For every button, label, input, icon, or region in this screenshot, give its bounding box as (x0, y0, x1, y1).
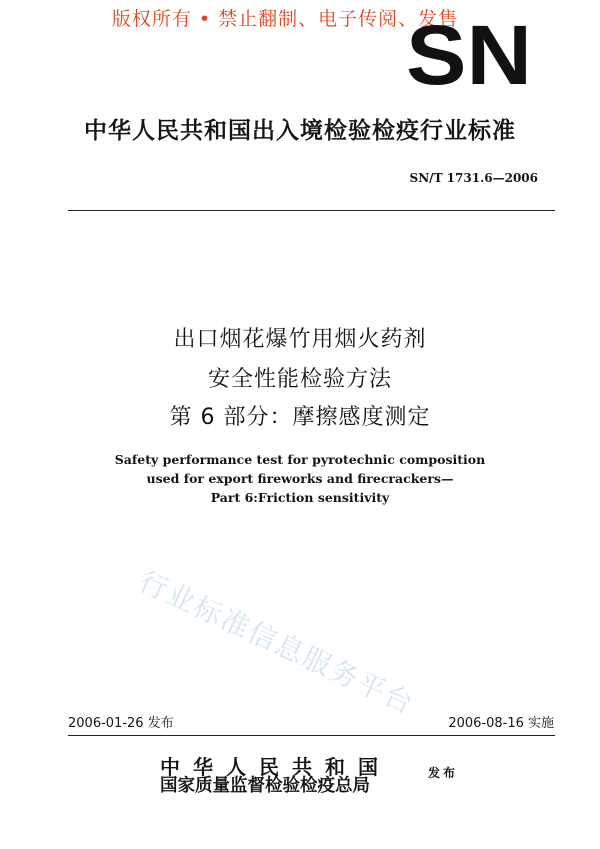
implementation-date: 2006-08-16 实施 (448, 716, 554, 731)
en-title-line-1: Safety performance test for pyrotechnic composition (114, 452, 486, 467)
org-title: 中华人民共和国出入境检验检疫行业标准 (84, 118, 516, 144)
sn-logo (404, 20, 534, 92)
cn-title-line-1: 出口烟花爆竹用烟火药剂 (173, 327, 427, 352)
top-divider (68, 210, 555, 211)
en-title-line-2: used for export fireworks and firecrackers— (146, 471, 454, 486)
issuer-line-2: 国家质量监督检验检疫总局 (160, 776, 370, 796)
standard-number: SN/T 1731.6—2006 (409, 171, 538, 185)
watermark: 行业标准信息服务平台 (133, 564, 420, 722)
bottom-divider (68, 735, 555, 736)
issued-label: 发布 (428, 766, 459, 780)
sn-logo-text: SN (406, 20, 532, 92)
issue-date: 2006-01-26 发布 (68, 716, 174, 731)
issuer-line-1: 中华人民共和国 (160, 755, 391, 779)
en-title-line-3: Part 6:Friction sensitivity (210, 490, 390, 505)
cn-title-line-2: 安全性能检验方法 (207, 367, 392, 392)
cn-title-line-3: 第 6 部分：摩擦感度测定 (169, 405, 431, 430)
copyright-notice: 版权所有 • 禁止翻制、电子传阅、发售 (111, 8, 459, 30)
